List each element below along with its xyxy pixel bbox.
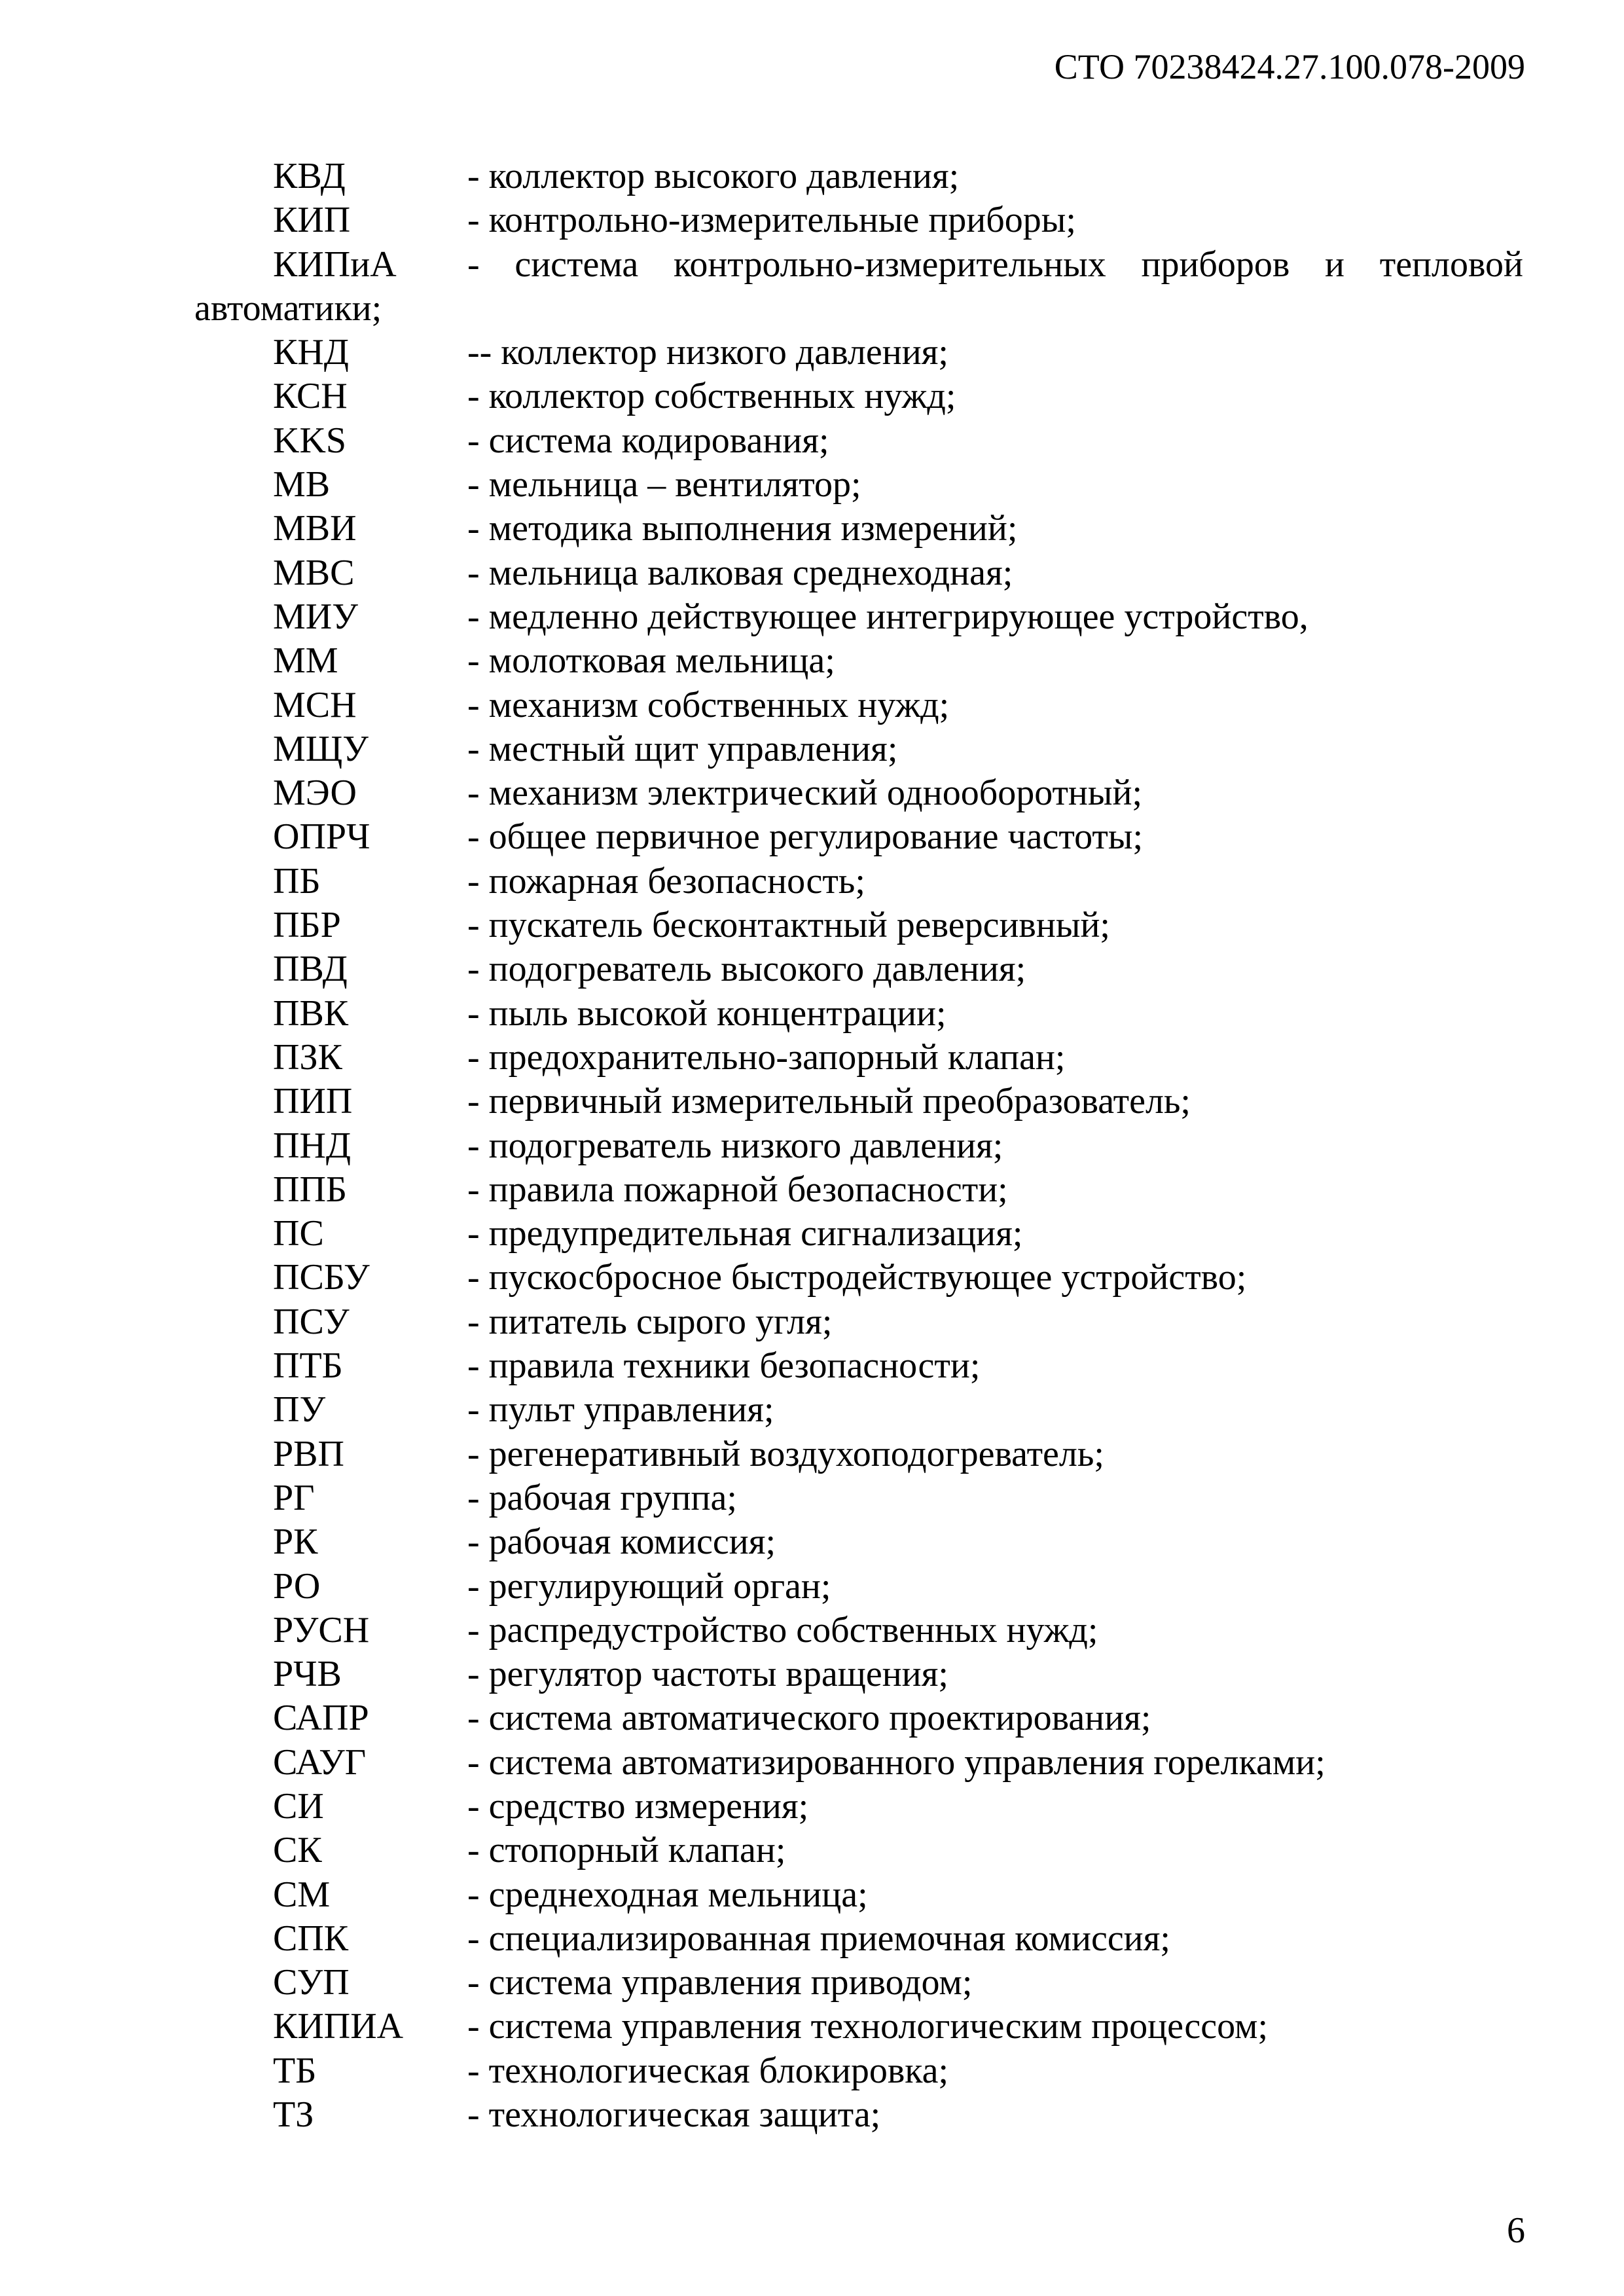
abbreviation-definition: - пускатель бесконтактный реверсивный; bbox=[467, 905, 1110, 946]
abbreviation-definition: - регенеративный воздухоподогреватель; bbox=[467, 1433, 1104, 1474]
abbreviation-definition: - местный щит управления; bbox=[467, 728, 898, 769]
abbreviation-definition: - стопорный клапан; bbox=[467, 1830, 786, 1871]
abbreviation-definition: - коллектор высокого давления; bbox=[467, 156, 960, 196]
abbreviation-definition: - общее первичное регулирование частоты; bbox=[467, 816, 1144, 858]
abbreviation-term: МЭО bbox=[273, 773, 357, 814]
abbreviation-entry bbox=[194, 198, 1523, 242]
abbreviation-term: РЧВ bbox=[273, 1654, 342, 1695]
abbreviation-entry bbox=[194, 1124, 1523, 1168]
abbreviation-definition: - правила пожарной безопасности; bbox=[467, 1169, 1008, 1210]
abbreviation-definition: - коллектор собственных нужд; bbox=[467, 376, 956, 417]
abbreviation-term: ПС bbox=[273, 1213, 324, 1254]
abbreviation-term: ПНД bbox=[273, 1125, 352, 1166]
abbreviation-entry bbox=[194, 507, 1523, 551]
abbreviation-entry bbox=[194, 1961, 1523, 2005]
abbreviation-definition: - распредустройство собственных нужд; bbox=[467, 1609, 1098, 1650]
abbreviation-term: ПСУ bbox=[273, 1301, 350, 1342]
abbreviation-term: РУСН bbox=[273, 1609, 370, 1650]
abbreviation-entry bbox=[194, 1785, 1523, 1829]
abbreviation-term: МСН bbox=[273, 684, 357, 725]
abbreviation-definition: - пожарная безопасность; bbox=[467, 860, 865, 902]
abbreviation-entry bbox=[194, 243, 1523, 331]
abbreviation-term: ПУ bbox=[273, 1389, 326, 1430]
abbreviation-entry bbox=[194, 1609, 1523, 1652]
abbreviation-entry bbox=[194, 1080, 1523, 1123]
abbreviation-entry bbox=[194, 1873, 1523, 1917]
abbreviation-definition: - рабочая группа; bbox=[467, 1477, 737, 1518]
abbreviation-definition: - система кодирования; bbox=[467, 420, 829, 461]
abbreviation-term: СК bbox=[273, 1830, 322, 1871]
abbreviation-term: РО bbox=[273, 1565, 321, 1607]
abbreviation-definition: - технологическая блокировка; bbox=[467, 2050, 949, 2091]
abbreviation-term: СУП bbox=[273, 1962, 350, 2003]
abbreviation-term: КИПИА bbox=[273, 2006, 404, 2047]
abbreviation-term: РВП bbox=[273, 1433, 344, 1474]
abbreviation-term: РГ bbox=[273, 1477, 315, 1518]
abbreviation-definition: - рабочая комиссия; bbox=[467, 1522, 776, 1563]
abbreviation-entry bbox=[194, 947, 1523, 991]
abbreviation-entry bbox=[194, 1388, 1523, 1432]
abbreviation-definition: - мельница валковая среднеходная; bbox=[467, 552, 1013, 593]
abbreviation-term: ПВД bbox=[273, 949, 348, 990]
abbreviation-definition: - медленно действующее интегрирующее устройство, bbox=[467, 596, 1308, 637]
page-number: 6 bbox=[1507, 2210, 1525, 2251]
abbreviation-term: РК bbox=[273, 1522, 318, 1563]
abbreviation-definition: - механизм электрический однооборотный; bbox=[467, 773, 1143, 814]
abbreviation-entry bbox=[194, 1256, 1523, 1300]
abbreviation-term: ПБ bbox=[273, 860, 321, 902]
abbreviation-entry bbox=[194, 1565, 1523, 1609]
abbreviation-term: ПВК bbox=[273, 993, 349, 1034]
abbreviation-entry bbox=[194, 1652, 1523, 1696]
abbreviation-term: МВ bbox=[273, 464, 331, 505]
abbreviation-term: КСН bbox=[273, 376, 348, 417]
abbreviation-definition: - питатель сырого угля; bbox=[467, 1301, 833, 1342]
abbreviation-definition: - мельница – вентилятор; bbox=[467, 464, 861, 505]
abbreviation-definition: - подогреватель высокого давления; bbox=[467, 949, 1026, 990]
abbreviation-entry bbox=[194, 683, 1523, 727]
abbreviation-definition: - система управления приводом; bbox=[467, 1962, 973, 2003]
abbreviation-entry bbox=[194, 1917, 1523, 1961]
abbreviation-entry bbox=[194, 419, 1523, 463]
abbreviation-entry bbox=[194, 771, 1523, 815]
abbreviation-entry bbox=[194, 2093, 1523, 2137]
abbreviation-term: МЩУ bbox=[273, 728, 369, 769]
abbreviation-entry bbox=[194, 903, 1523, 947]
abbreviation-term: ПСБУ bbox=[273, 1257, 370, 1298]
abbreviation-entry bbox=[194, 1696, 1523, 1740]
abbreviation-entry bbox=[194, 815, 1523, 859]
abbreviation-term: ТЗ bbox=[273, 2094, 314, 2136]
abbreviation-term: ПЗК bbox=[273, 1036, 342, 1078]
abbreviation-term: ОПРЧ bbox=[273, 816, 370, 858]
abbreviation-entry bbox=[194, 1520, 1523, 1564]
abbreviation-definition: - механизм собственных нужд; bbox=[467, 684, 950, 725]
abbreviation-definition: - пыль высокой концентрации; bbox=[467, 993, 947, 1034]
abbreviation-definition: - пускосбросное быстродействующее устройство; bbox=[467, 1257, 1247, 1298]
abbreviation-entry bbox=[194, 992, 1523, 1036]
abbreviation-entry bbox=[194, 2049, 1523, 2093]
abbreviation-entry bbox=[194, 1168, 1523, 1212]
abbreviation-entry bbox=[194, 727, 1523, 771]
abbreviation-term: KKS bbox=[273, 420, 347, 461]
abbreviation-entry bbox=[194, 463, 1523, 507]
abbreviation-term: КИПиА bbox=[273, 244, 397, 285]
abbreviation-term: КИП bbox=[273, 200, 351, 241]
abbreviation-definition: - специализированная приемочная комиссия; bbox=[467, 1918, 1170, 1959]
document-code: СТО 70238424.27.100.078-2009 bbox=[1054, 47, 1525, 86]
abbreviation-definition: - система автоматизированного управления горелками; bbox=[467, 1741, 1326, 1783]
abbreviation-definition: - предохранительно-запорный клапан; bbox=[467, 1036, 1066, 1078]
abbreviation-definition: - методика выполнения измерений; bbox=[467, 508, 1018, 549]
abbreviation-term: САПР bbox=[273, 1698, 369, 1739]
abbreviation-entry bbox=[194, 551, 1523, 595]
abbreviation-entry bbox=[194, 1432, 1523, 1476]
abbreviation-term: КНД bbox=[273, 332, 349, 373]
abbreviation-term: СПК bbox=[273, 1918, 349, 1959]
abbreviation-term: ПИП bbox=[273, 1081, 353, 1122]
abbreviation-definition: - регулятор частоты вращения; bbox=[467, 1654, 948, 1695]
abbreviation-entry bbox=[194, 1036, 1523, 1080]
abbreviation-term: СМ bbox=[273, 1874, 331, 1915]
abbreviation-definition: -- коллектор низкого давления; bbox=[467, 332, 948, 373]
abbreviation-entry bbox=[194, 1741, 1523, 1785]
abbreviation-definition: - регулирующий орган; bbox=[467, 1565, 831, 1607]
abbreviation-definition: - подогреватель низкого давления; bbox=[467, 1125, 1003, 1166]
abbreviation-definition: - система управления технологическим процессом; bbox=[467, 2006, 1269, 2047]
abbreviation-definition: - среднеходная мельница; bbox=[467, 1874, 868, 1915]
abbreviation-entry bbox=[194, 639, 1523, 683]
abbreviation-term: ТБ bbox=[273, 2050, 317, 2091]
abbreviation-definition: - средство измерения; bbox=[467, 1785, 809, 1827]
abbreviation-term: ММ bbox=[273, 640, 338, 682]
abbreviation-term: ППБ bbox=[273, 1169, 348, 1210]
abbreviation-term: САУГ bbox=[273, 1741, 367, 1783]
abbreviation-term: ПБР bbox=[273, 905, 341, 946]
abbreviation-entry bbox=[194, 1212, 1523, 1256]
abbreviation-entry bbox=[194, 374, 1523, 418]
abbreviation-definition: - система автоматического проектирования; bbox=[467, 1698, 1151, 1739]
abbreviation-term: ПТБ bbox=[273, 1345, 343, 1387]
abbreviation-list bbox=[194, 155, 1523, 2137]
abbreviation-entry bbox=[194, 331, 1523, 374]
abbreviation-definition: - молотковая мельница; bbox=[467, 640, 835, 682]
abbreviation-term: КВД bbox=[273, 156, 346, 196]
abbreviation-term: СИ bbox=[273, 1785, 324, 1827]
abbreviation-entry bbox=[194, 1476, 1523, 1520]
abbreviation-term: МВИ bbox=[273, 508, 357, 549]
abbreviation-entry bbox=[194, 595, 1523, 639]
abbreviation-definition: - первичный измерительный преобразователь; bbox=[467, 1081, 1191, 1122]
abbreviation-entry bbox=[194, 155, 1523, 198]
abbreviation-entry bbox=[194, 1300, 1523, 1344]
abbreviation-entry bbox=[194, 860, 1523, 903]
abbreviation-definition: - предупредительная сигнализация; bbox=[467, 1213, 1023, 1254]
abbreviation-definition: - правила техники безопасности; bbox=[467, 1345, 981, 1387]
abbreviation-definition-continuation: автоматики; bbox=[194, 287, 382, 329]
abbreviation-entry bbox=[194, 1344, 1523, 1388]
abbreviation-term: МВС bbox=[273, 552, 355, 593]
abbreviation-entry bbox=[194, 2005, 1523, 2049]
abbreviation-definition: - технологическая защита; bbox=[467, 2094, 881, 2136]
abbreviation-definition: - контрольно-измерительные приборы; bbox=[467, 200, 1076, 241]
abbreviation-term: МИУ bbox=[273, 596, 358, 637]
abbreviation-entry bbox=[194, 1829, 1523, 1872]
abbreviation-definition: - пульт управления; bbox=[467, 1389, 774, 1430]
abbreviation-definition: - система контрольно-измерительных приборов и тепловой bbox=[467, 244, 1523, 285]
